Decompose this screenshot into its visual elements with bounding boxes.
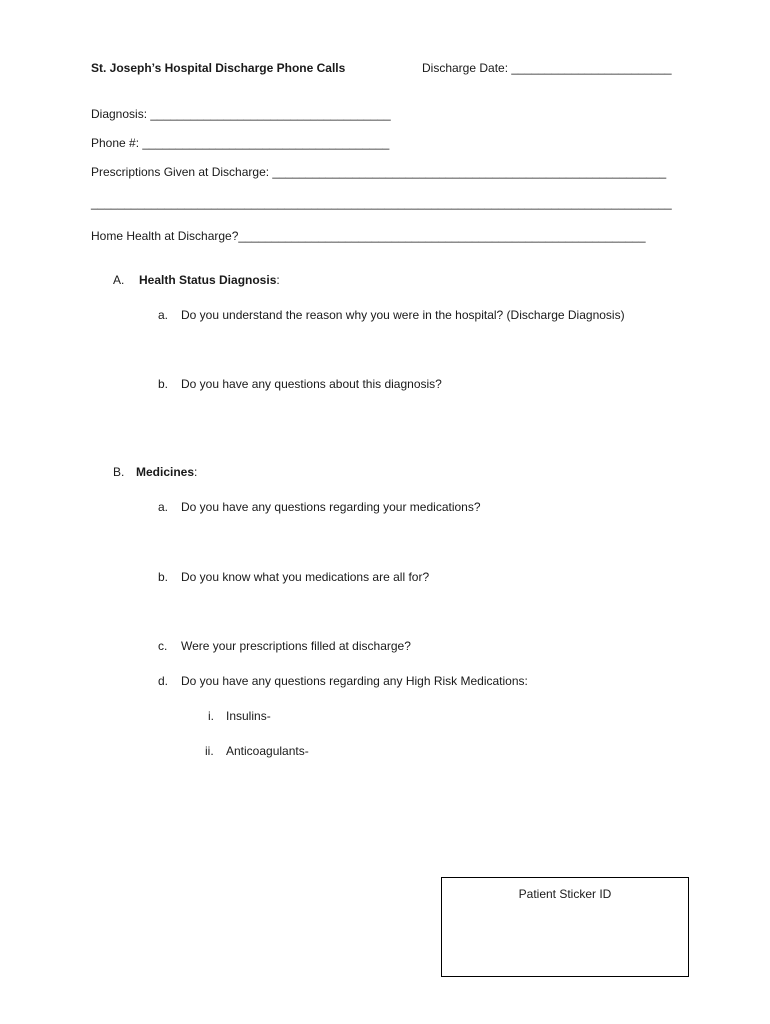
question-marker: b. — [158, 377, 169, 391]
question-item — [158, 377, 442, 391]
section-a-heading — [113, 273, 280, 287]
question-marker: c. — [158, 639, 168, 653]
phone-field[interactable]: Phone #: _____________________________________ — [91, 136, 390, 150]
question-text: Do you have any questions about this diagnosis? — [181, 377, 442, 391]
question-item — [158, 570, 429, 584]
question-marker: d. — [158, 674, 169, 688]
discharge-date-field[interactable]: Discharge Date: ________________________ — [422, 61, 672, 75]
question-item — [158, 674, 528, 688]
question-marker: b. — [158, 570, 169, 584]
sub-item-marker: ii. — [205, 744, 214, 758]
section-a-marker: A. — [113, 273, 125, 287]
diagnosis-field[interactable]: Diagnosis: ____________________________________ — [91, 107, 391, 121]
section-a-colon: : — [276, 273, 280, 287]
patient-sticker-label: Patient Sticker ID — [518, 887, 612, 901]
section-b-title: Medicines — [136, 465, 195, 479]
sub-item-text: Anticoagulants- — [226, 744, 309, 758]
section-a-title: Health Status Diagnosis — [139, 273, 277, 287]
sub-item — [205, 744, 309, 758]
home-health-field[interactable]: Home Health at Discharge?_____________________________________________________________ — [91, 229, 646, 243]
question-marker: a. — [158, 500, 169, 514]
question-text: Do you know what you medications are all for? — [181, 570, 430, 584]
prescriptions-continuation-line[interactable]: _______________________________________________________________________________________ — [91, 196, 672, 210]
question-text: Do you understand the reason why you were in the hospital? (Discharge Diagnosis) — [181, 308, 625, 322]
patient-sticker-box — [441, 877, 689, 977]
sub-item-text: Insulins- — [226, 709, 271, 723]
question-item — [158, 500, 481, 514]
prescriptions-field[interactable]: Prescriptions Given at Discharge: ___________________________________________________________ — [91, 165, 667, 179]
question-text: Do you have any questions regarding your medications? — [181, 500, 481, 514]
sub-item-marker: i. — [208, 709, 214, 723]
sub-item — [208, 709, 271, 723]
section-b-marker: B. — [113, 465, 125, 479]
section-b-heading — [113, 465, 197, 479]
question-text: Were your prescriptions filled at discharge? — [181, 639, 411, 653]
section-b-colon: : — [194, 465, 198, 479]
question-item — [158, 639, 411, 653]
question-text: Do you have any questions regarding any High Risk Medications: — [181, 674, 528, 688]
question-marker: a. — [158, 308, 169, 322]
question-item — [158, 308, 625, 322]
page-title: St. Joseph’s Hospital Discharge Phone Calls — [91, 61, 346, 75]
